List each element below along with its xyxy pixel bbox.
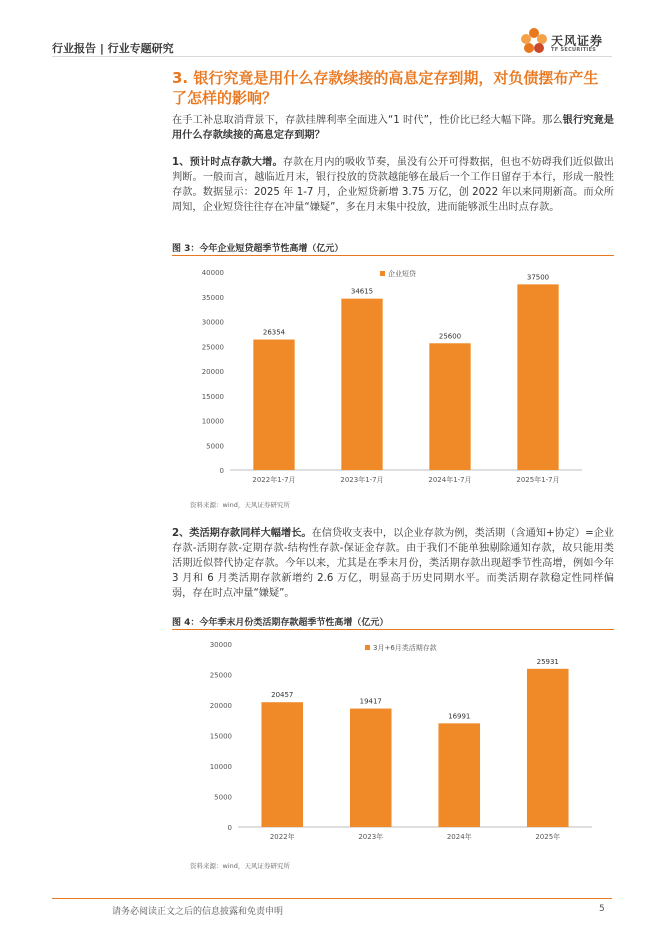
x-tick-label: 2023年1-7月 bbox=[340, 476, 384, 484]
header-breadcrumb: 行业报告 | 行业专题研究 bbox=[52, 42, 174, 55]
section-title bbox=[172, 68, 622, 108]
data-label: 37500 bbox=[526, 273, 550, 282]
y-tick-label: 10000 bbox=[209, 763, 232, 771]
footer-divider bbox=[52, 898, 612, 899]
data-label: 25931 bbox=[536, 657, 559, 666]
data-label: 20457 bbox=[271, 691, 294, 700]
figure4-top-rule bbox=[172, 629, 614, 630]
y-tick-label: 0 bbox=[219, 467, 224, 475]
x-tick-label: 2025年1-7月 bbox=[516, 476, 560, 484]
logo-flower-icon bbox=[519, 26, 549, 56]
y-tick-label: 15000 bbox=[201, 392, 224, 401]
y-tick-label: 20000 bbox=[209, 702, 232, 710]
intro-text: 在手工补息取消背景下，存款挂牌利率全面进入“1 时代”，性价比已经大幅下降。那么 bbox=[172, 115, 563, 126]
x-tick-label: 2022年 bbox=[269, 833, 295, 841]
data-label: 16991 bbox=[448, 712, 471, 721]
intro-question: 银行究竟是用什么存款续接的高息定存到期？ bbox=[172, 115, 614, 141]
bar bbox=[341, 299, 382, 470]
point2-heading: 2、类活期存款同样大幅增长。 bbox=[172, 528, 312, 539]
figure3-chart bbox=[172, 258, 614, 490]
y-tick-label: 0 bbox=[227, 824, 232, 832]
bar bbox=[261, 702, 303, 827]
figure4-chart bbox=[172, 632, 614, 854]
x-tick-label: 2023年 bbox=[358, 833, 384, 841]
bar bbox=[438, 723, 480, 827]
data-label: 25600 bbox=[438, 332, 462, 341]
y-tick-label: 5000 bbox=[206, 442, 224, 451]
y-tick-label: 30000 bbox=[209, 641, 232, 649]
intro-paragraph bbox=[172, 113, 614, 143]
point1-heading: 1、预计时点存款大增。 bbox=[172, 157, 283, 168]
figure3-top-rule bbox=[172, 255, 614, 256]
figure3-source: 资料来源：wind，天风证券研究所 bbox=[190, 501, 290, 509]
section-title-line1: 3. 银行究竟是用什么存款续接的高息定存到期，对负债摆布产生 bbox=[172, 69, 599, 87]
y-tick-label: 40000 bbox=[201, 269, 224, 277]
point2-paragraph bbox=[172, 526, 614, 601]
y-tick-label: 15000 bbox=[209, 732, 232, 741]
bar bbox=[429, 343, 470, 470]
bar bbox=[517, 284, 558, 470]
bar bbox=[527, 669, 569, 827]
section-title-line2: 了怎样的影响？ bbox=[172, 89, 278, 107]
y-tick-label: 5000 bbox=[214, 793, 232, 802]
logo-text-en: TF SECURITIES bbox=[551, 47, 597, 53]
figure3-label: 图 3：今年企业短贷超季节性高增（亿元） bbox=[172, 244, 344, 254]
bar bbox=[253, 340, 294, 470]
figure4-label: 图 4：今年季末月份类活期存款超季节性高增（亿元） bbox=[172, 618, 389, 628]
header-divider bbox=[52, 56, 612, 57]
legend-swatch bbox=[380, 271, 385, 276]
data-label: 26354 bbox=[262, 328, 286, 337]
company-logo bbox=[519, 26, 619, 56]
data-label: 19417 bbox=[359, 697, 382, 706]
y-tick-label: 20000 bbox=[201, 368, 224, 376]
point1-paragraph bbox=[172, 155, 614, 215]
legend-label: 企业短贷 bbox=[388, 270, 416, 278]
y-tick-label: 25000 bbox=[209, 671, 232, 680]
y-tick-label: 25000 bbox=[201, 343, 224, 352]
data-label: 34615 bbox=[350, 287, 374, 296]
legend-swatch bbox=[365, 645, 370, 650]
y-tick-label: 35000 bbox=[201, 293, 224, 302]
bar bbox=[350, 709, 392, 827]
legend-label: 3月+6月类活期存款 bbox=[373, 644, 437, 652]
y-tick-label: 30000 bbox=[201, 318, 224, 327]
y-tick-label: 10000 bbox=[201, 417, 224, 426]
logo-text-cn: 天风证券 bbox=[551, 34, 604, 48]
footer-disclaimer: 请务必阅读正文之后的信息披露和免责申明 bbox=[112, 907, 284, 917]
x-tick-label: 2025年 bbox=[535, 833, 561, 841]
x-tick-label: 2024年 bbox=[446, 833, 472, 841]
point1-text: 存款在月内的吸收节奏，虽没有公开可得数据，但也不妨碍我们近似做出判断。一般而言，越临近月末，银行投放的贷款越能够在最后一个工作日留存于本行，形成一般性存款。数据显示：2025 年 1-7 月，企业短贷新增 3.75 万亿，创 2022 年以来同期新高。而众所周知，企业短贷往往存在冲量“嫌疑”，多在月末集中投放，进而能够派生出时点存款。 bbox=[172, 157, 614, 213]
x-tick-label: 2022年1-7月 bbox=[252, 476, 296, 484]
point2-text: 在信贷收支表中，以企业存款为例，类活期（含通知+协定）=企业存款-活期存款-定期存款-结构性存款-保证金存款。由于我们不能单独剔除通知存款，故只能用类活期近似替代协定存款。今年以来，尤其是在季末月份，类活期存款出现超季节性高增，例如今年 3 月和 6 月类活期存款新增约 2.6 万亿，明显高于历史同期水平。而类活期存款稳定性同样偏弱，存在时点冲量“嫌疑”。 bbox=[172, 528, 614, 599]
figure4-source: 资料来源：wind，天风证券研究所 bbox=[190, 862, 290, 870]
page-number: 5 bbox=[599, 904, 605, 914]
x-tick-label: 2024年1-7月 bbox=[428, 476, 472, 484]
